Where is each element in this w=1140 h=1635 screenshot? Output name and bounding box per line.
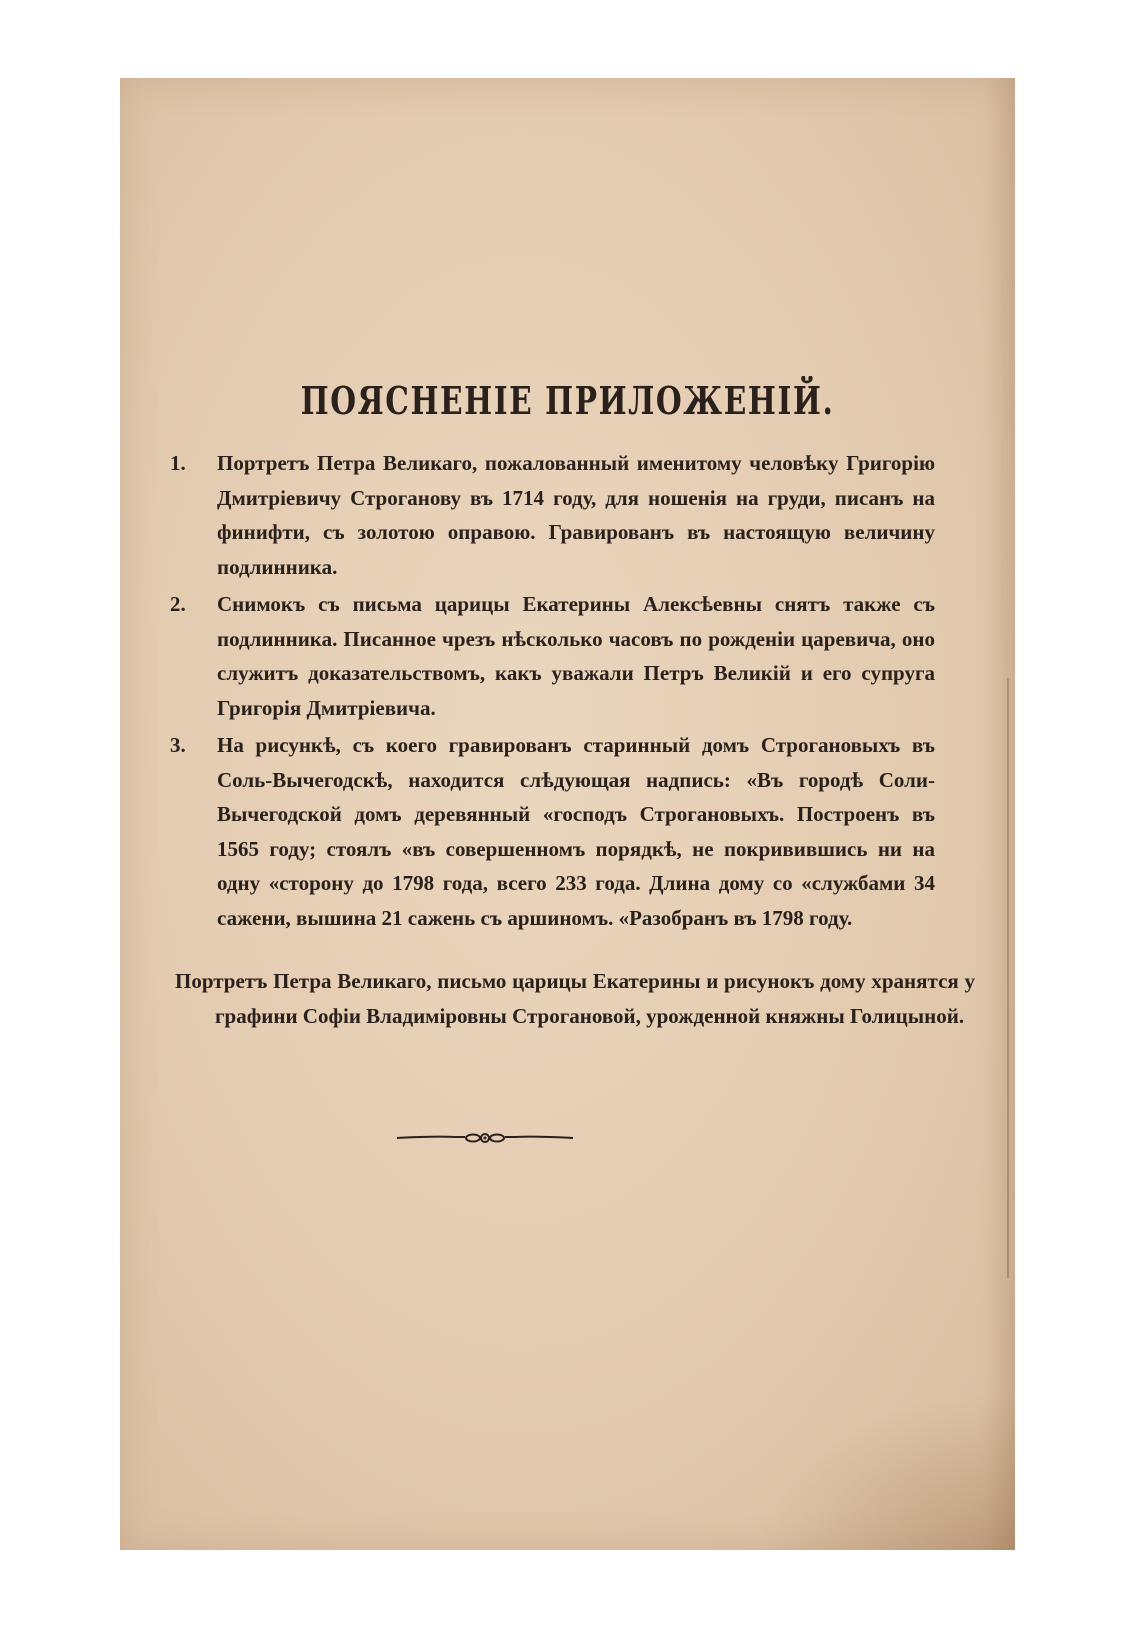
item-number: 2.	[170, 592, 186, 616]
list-item	[170, 728, 935, 935]
closing-note: Портретъ Петра Великаго, письмо царицы Екатерины и рисунокъ дому хранятся у графини Софіи Владиміровны Строгановой, урожденной княжны Голицыной.	[175, 969, 975, 1028]
item-number: 3.	[170, 733, 186, 757]
list-item	[170, 587, 935, 725]
page-title: ПОЯСНЕНІЕ ПРИЛОЖЕНІЙ.	[300, 378, 835, 423]
book-page	[120, 78, 1015, 1550]
item-text: На рисункѣ, съ коего гравированъ старинный домъ Строгановыхъ въ Соль-Вычегодскѣ, находится слѣдующая надпись: «Въ городѣ Соли-Вычегодской домъ деревянный «господъ Строгановыхъ. Построенъ въ 1565 году; стоялъ «въ совершенномъ порядкѣ, не покривившись ни на одну «сторону до 1798 года, всего 233 года. Длина дому со «службами 34 сажени, вышина 21 сажень съ аршиномъ. «Разобранъ въ 1798 году.	[217, 733, 935, 930]
item-text: Портретъ Петра Великаго, пожалованный именитому человѣку Григорію Дмитріевичу Строганову въ 1714 году, для ношенія на груди, писанъ на финифти, съ золотою оправою. Гравированъ въ настоящую величину подлинника.	[217, 451, 935, 579]
page-edge-line	[1007, 678, 1009, 1278]
page-stain	[755, 1390, 1015, 1550]
page-edge-shadow	[985, 78, 1015, 1550]
item-text: Снимокъ съ письма царицы Екатерины Алексѣевны снятъ также съ подлинника. Писанное чрезъ нѣсколько часовъ по рожденіи царевича, оно служитъ доказательствомъ, какъ уважали Петръ Великій и его супруга Григорія Дмитріевича.	[217, 592, 935, 720]
decorative-rule-icon	[395, 1128, 575, 1148]
list-item	[170, 446, 935, 584]
item-number: 1.	[170, 451, 186, 475]
